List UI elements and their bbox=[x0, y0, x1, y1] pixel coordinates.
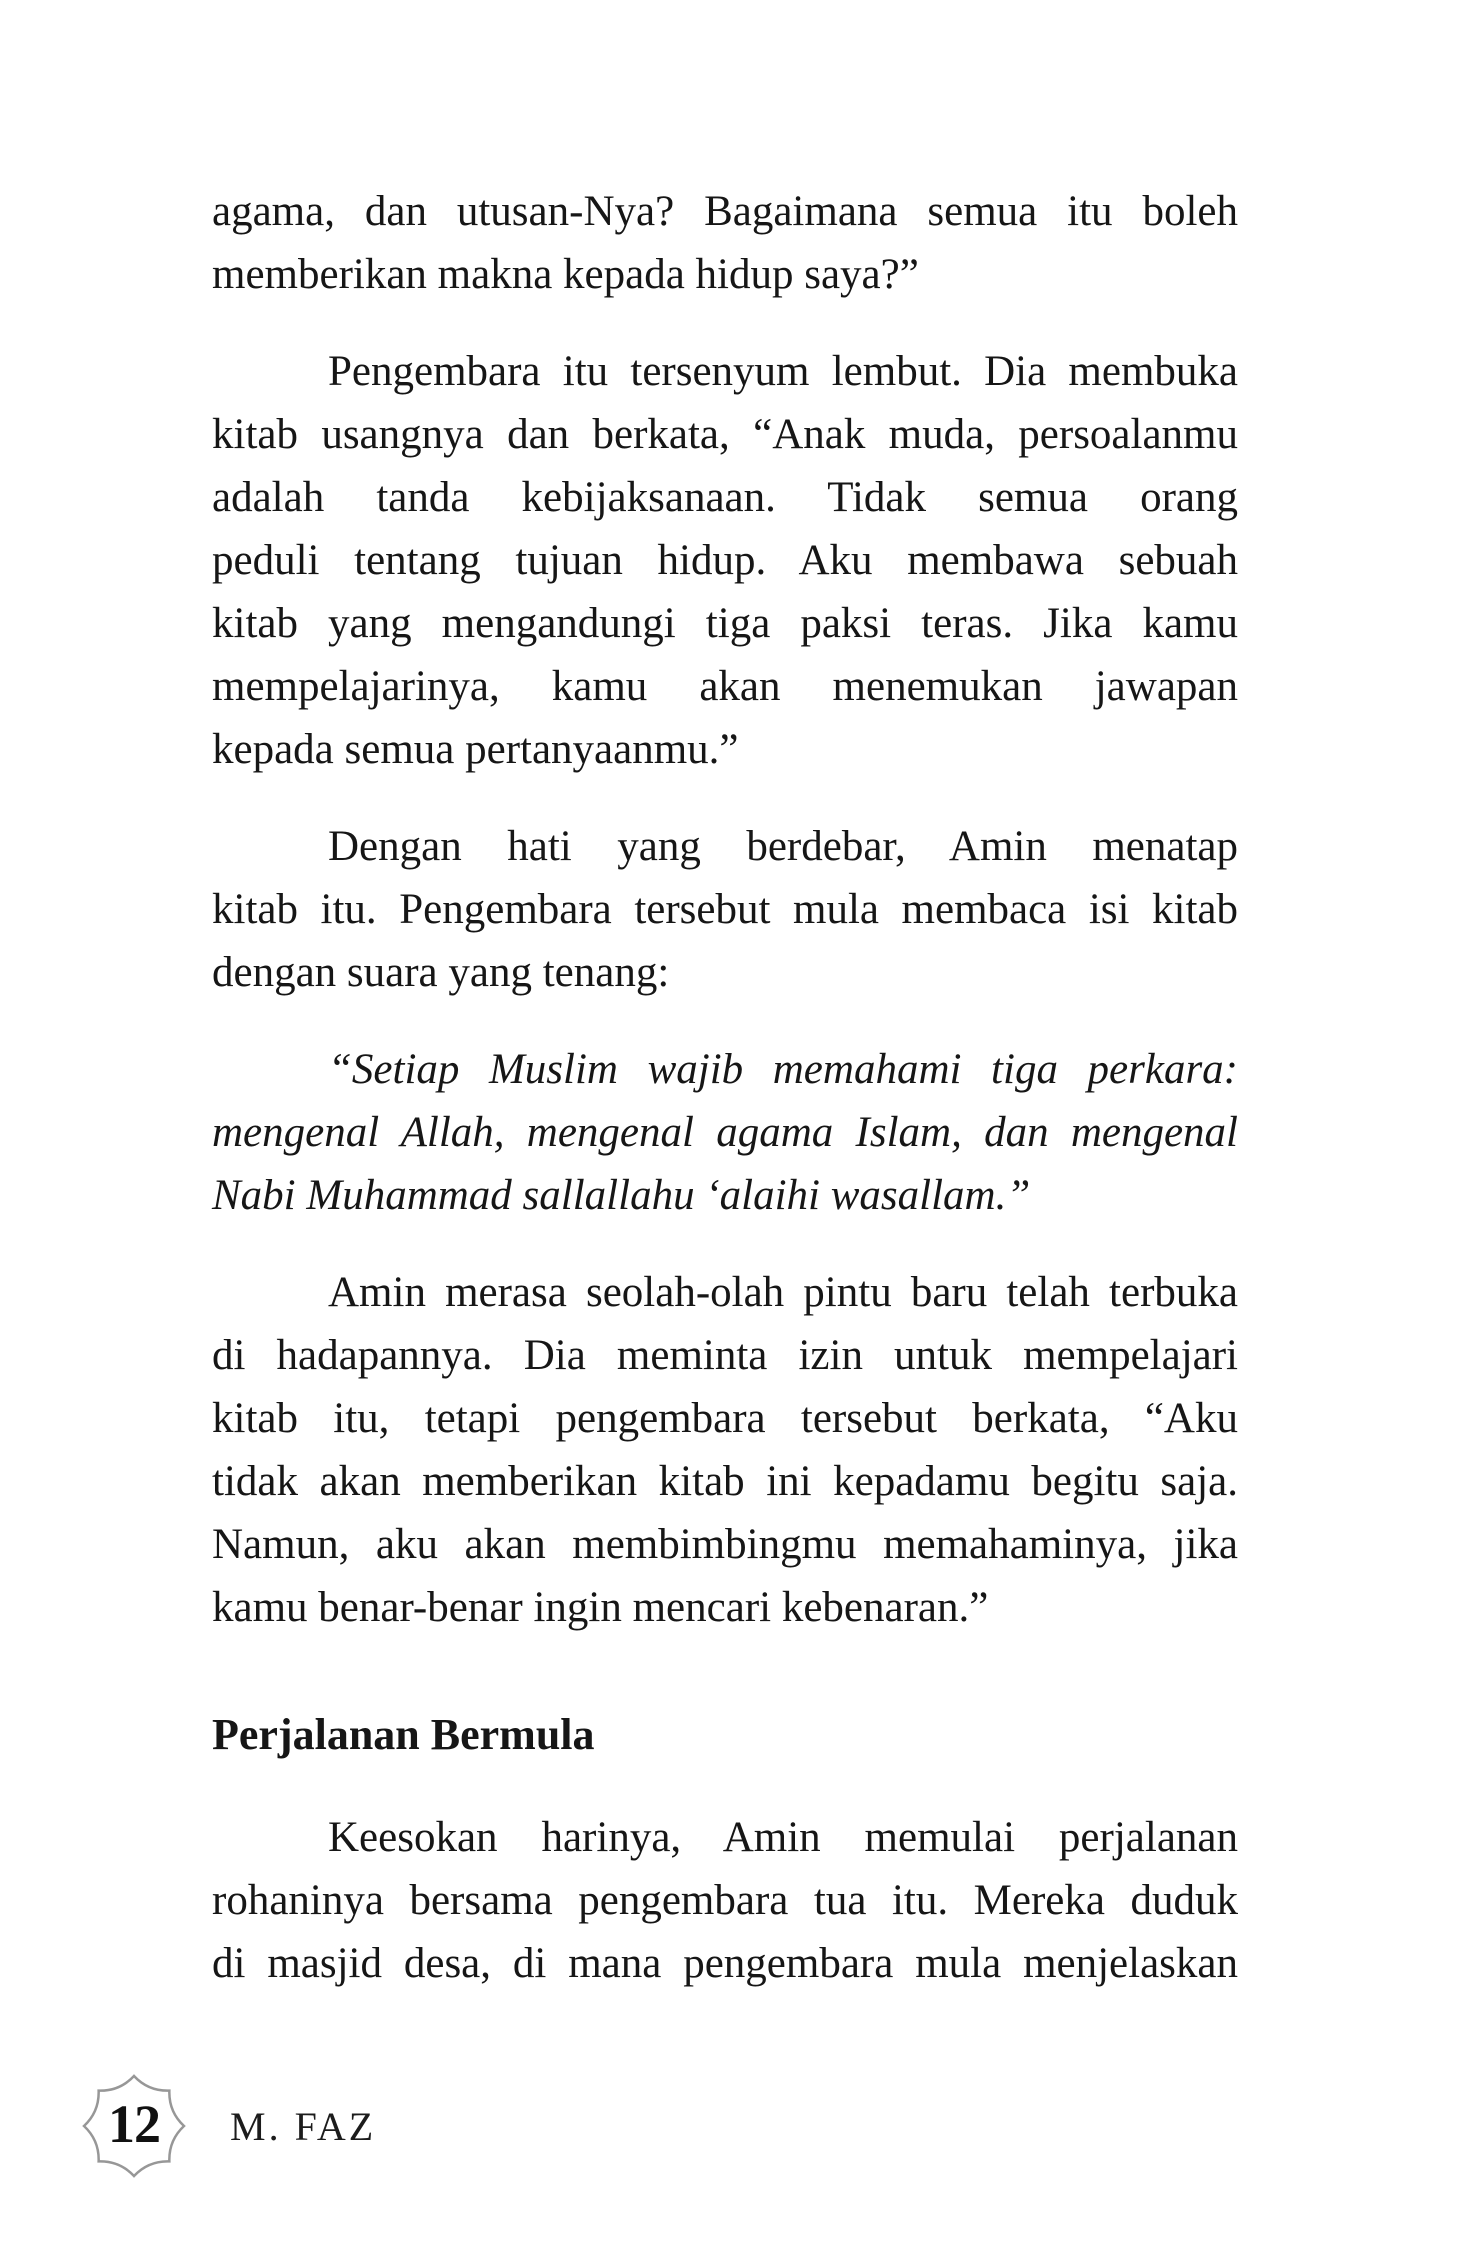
quote-paragraph bbox=[212, 1038, 1238, 1227]
body-paragraph bbox=[212, 1261, 1238, 1639]
text-line: di hadapannya. Dia meminta izin untuk mempelajari bbox=[212, 1332, 1238, 1379]
text-line: kitab itu. Pengembara tersebut mula membaca isi kitab bbox=[212, 886, 1238, 933]
body-paragraph bbox=[212, 1806, 1238, 1995]
text-line: Perjalanan Bermula bbox=[212, 1710, 595, 1759]
text-line: kitab itu, tetapi pengembara tersebut berkata, “Aku bbox=[212, 1395, 1238, 1442]
text-line: memberikan makna kepada hidup saya?” bbox=[212, 251, 919, 298]
text-line: mengenal Allah, mengenal agama Islam, dan mengenal bbox=[212, 1109, 1238, 1156]
text-line: mempelajarinya, kamu akan menemukan jawapan bbox=[212, 663, 1238, 710]
author-name: M. FAZ bbox=[230, 2103, 377, 2149]
text-line: adalah tanda kebijaksanaan. Tidak semua orang bbox=[212, 474, 1238, 521]
section-heading bbox=[212, 1703, 1238, 1766]
text-line: kitab usangnya dan berkata, “Anak muda, persoalanmu bbox=[212, 411, 1238, 458]
text-line: Amin merasa seolah-olah pintu baru telah terbuka bbox=[328, 1269, 1238, 1316]
text-line: “Setiap Muslim wajib memahami tiga perkara: bbox=[328, 1046, 1238, 1093]
body-paragraph bbox=[212, 180, 1238, 306]
page-number: 12 bbox=[108, 2094, 160, 2154]
text-line: Nabi Muhammad sallallahu ‘alaihi wasallam.” bbox=[212, 1172, 1031, 1219]
text-line: kitab yang mengandungi tiga paksi teras. Jika kamu bbox=[212, 600, 1238, 647]
text-line: kepada semua pertanyaanmu.” bbox=[212, 726, 739, 773]
text-line: Dengan hati yang berdebar, Amin menatap bbox=[328, 823, 1238, 870]
text-line: peduli tentang tujuan hidup. Aku membawa sebuah bbox=[212, 537, 1238, 584]
text-line: Namun, aku akan membimbingmu memahaminya, jika bbox=[212, 1521, 1238, 1568]
text-line: di masjid desa, di mana pengembara mula menjelaskan bbox=[212, 1940, 1238, 1987]
text-line: Keesokan harinya, Amin memulai perjalanan bbox=[328, 1814, 1238, 1861]
text-line: Pengembara itu tersenyum lembut. Dia membuka bbox=[328, 348, 1238, 395]
text-line: agama, dan utusan-Nya? Bagaimana semua itu boleh bbox=[212, 188, 1238, 235]
text-line: tidak akan memberikan kitab ini kepadamu begitu saja. bbox=[212, 1458, 1238, 1505]
body-paragraph bbox=[212, 340, 1238, 781]
text-line: rohaninya bersama pengembara tua itu. Mereka duduk bbox=[212, 1877, 1238, 1924]
text-line: dengan suara yang tenang: bbox=[212, 949, 670, 996]
page-footer bbox=[82, 2074, 376, 2178]
page-text bbox=[212, 180, 1238, 2029]
text-line: kamu benar-benar ingin mencari kebenaran.” bbox=[212, 1584, 989, 1631]
page-number-badge bbox=[82, 2074, 186, 2178]
body-paragraph bbox=[212, 815, 1238, 1004]
